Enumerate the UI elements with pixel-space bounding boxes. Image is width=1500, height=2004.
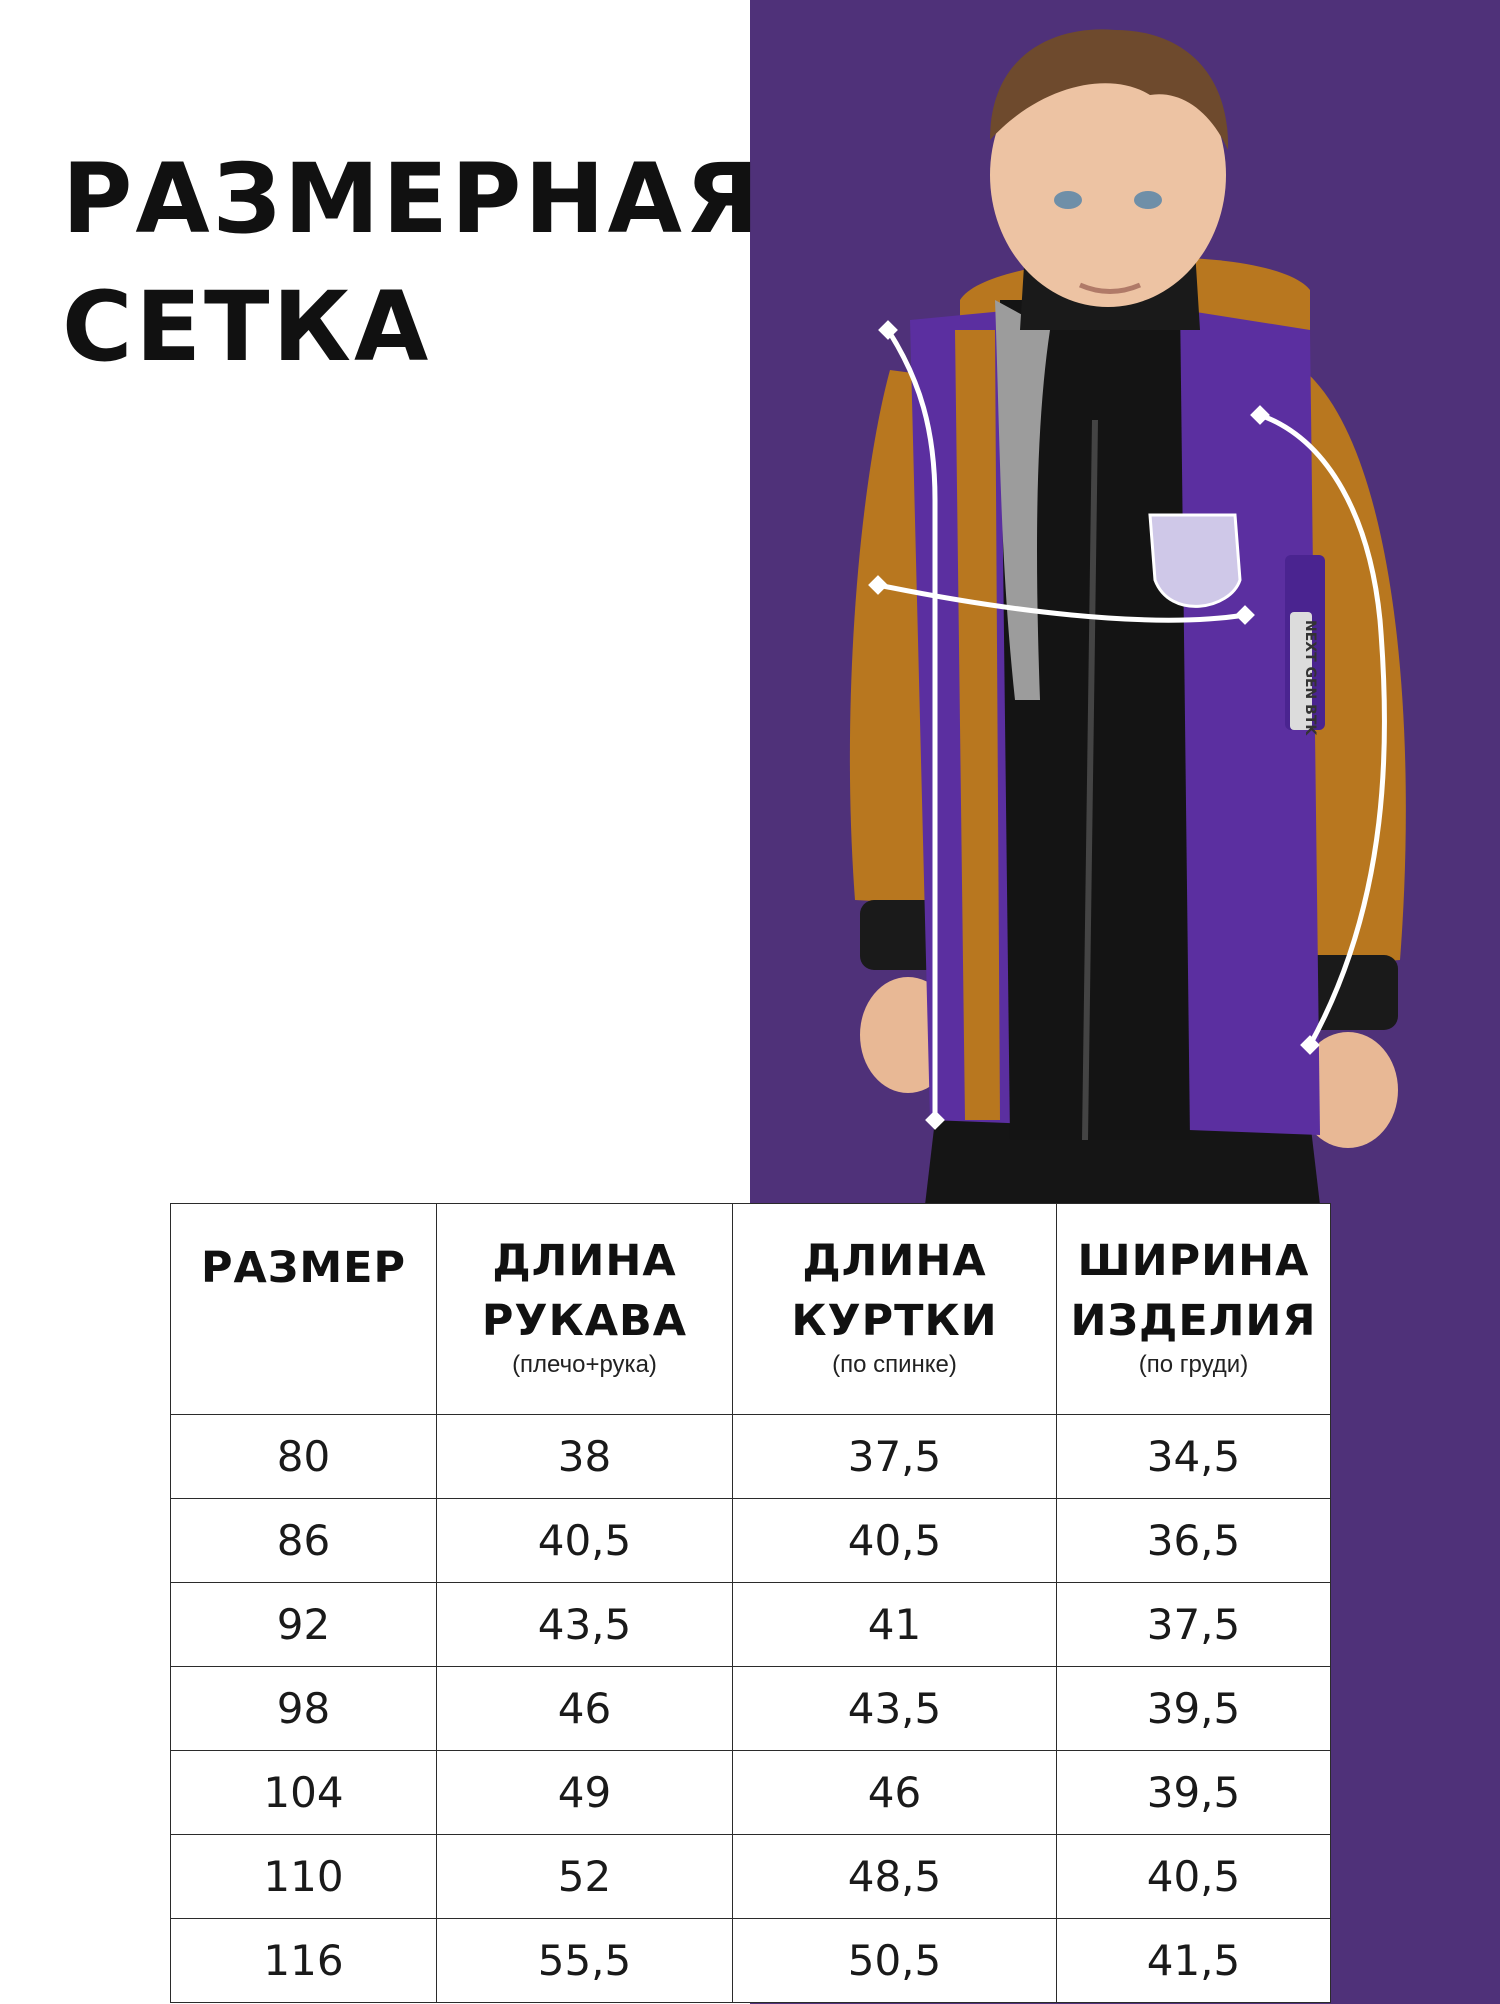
cell-size: 80 [171, 1415, 437, 1499]
cell-length: 37,5 [733, 1415, 1057, 1499]
cell-width: 34,5 [1057, 1415, 1331, 1499]
cell-width: 37,5 [1057, 1583, 1331, 1667]
size-chart-table [170, 1203, 1331, 2003]
cell-width: 36,5 [1057, 1499, 1331, 1583]
cell-length: 40,5 [733, 1499, 1057, 1583]
table-row [171, 1583, 1331, 1667]
left-eye [1054, 191, 1082, 209]
table-row [171, 1499, 1331, 1583]
header-chest-width: ШИРИНА ИЗДЕЛИЯ (по груди) [1057, 1204, 1331, 1415]
cell-size: 86 [171, 1499, 437, 1583]
cell-width: 39,5 [1057, 1667, 1331, 1751]
header-size: РАЗМЕР [171, 1204, 437, 1415]
cell-length: 48,5 [733, 1835, 1057, 1919]
chest-patch-icon [1150, 515, 1240, 606]
table-header-row [171, 1204, 1331, 1415]
table-row [171, 1415, 1331, 1499]
cell-sleeve: 46 [437, 1667, 733, 1751]
header-sleeve-length: ДЛИНА РУКАВА (плечо+рука) [437, 1204, 733, 1415]
cell-size: 104 [171, 1751, 437, 1835]
title-line-2: СЕТКА [62, 271, 432, 383]
table-row [171, 1919, 1331, 2003]
cell-sleeve: 49 [437, 1751, 733, 1835]
page-title [62, 135, 762, 391]
cell-size: 92 [171, 1583, 437, 1667]
cell-sleeve: 43,5 [437, 1583, 733, 1667]
sleeve-tag-text: NEXT GEN BTK [1302, 620, 1318, 736]
cell-width: 39,5 [1057, 1751, 1331, 1835]
product-photo [750, 0, 1500, 1205]
cell-length: 41 [733, 1583, 1057, 1667]
title-line-1: РАЗМЕРНАЯ [62, 143, 762, 255]
cell-length: 43,5 [733, 1667, 1057, 1751]
cell-size: 116 [171, 1919, 437, 2003]
cell-length: 46 [733, 1751, 1057, 1835]
table-row [171, 1667, 1331, 1751]
table-row [171, 1835, 1331, 1919]
cell-size: 98 [171, 1667, 437, 1751]
cell-sleeve: 40,5 [437, 1499, 733, 1583]
cell-width: 40,5 [1057, 1835, 1331, 1919]
header-jacket-length: ДЛИНА КУРТКИ (по спинке) [733, 1204, 1057, 1415]
cell-width: 41,5 [1057, 1919, 1331, 2003]
cell-sleeve: 38 [437, 1415, 733, 1499]
cell-size: 110 [171, 1835, 437, 1919]
cell-length: 50,5 [733, 1919, 1057, 2003]
cell-sleeve: 55,5 [437, 1919, 733, 2003]
right-eye [1134, 191, 1162, 209]
table-row [171, 1751, 1331, 1835]
cell-sleeve: 52 [437, 1835, 733, 1919]
